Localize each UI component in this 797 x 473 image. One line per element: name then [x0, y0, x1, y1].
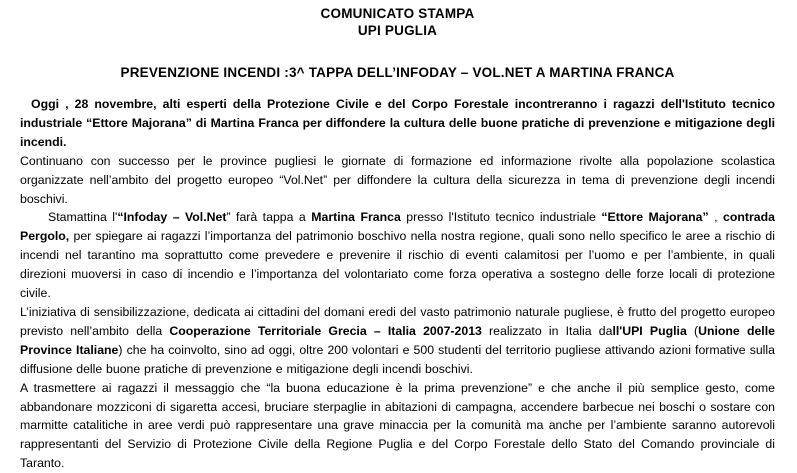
paragraph-continuano: Continuano con successo per le province pugliesi le giornate di formazione ed informazione rivolte alla popolazione scolastica organizzate nell’ambito del progetto europeo “Vol.Net” per diffondere la cultura della sicurezza in tema di prevenzione degli incendi boschivi.: [20, 153, 775, 206]
paragraph-trasmettere: A trasmettere ai ragazzi il messaggio che “la buona educazione è la prima prevenzione” e che anche il più semplice gesto, come abbandonare mozziconi di sigaretta accesi, bruciare sterpaglie in abitazioni di campagna, accendere barbecue nei boschi o sostare con marmitte catalitiche in aree verdi può rappresentare una grave minaccia per la comunità ma anche per l’ambiente saranno autorevoli rappresentanti del Servizio di Protezione Civile della Regione Puglia e del Corpo Forestale dello Stato del Comando provinciale di Taranto.: [20, 380, 775, 471]
document-header: [20, 5, 775, 39]
paragraph-stamattina: Stamattina l'“Infoday – Vol.Net” farà tappa a Martina Franca presso l'Istituto tecnico industriale “Ettore Majorana” , contrada Pergolo, per spiegare ai ragazzi l’importanza del patrimonio boschivo nella nostra regione, quali sono nello specifico le aree a rischio di incendi nel tarantino ma soprattutto come prevedere e prevenire il rischio di eventi calamitosi per l’uomo e per l’ambiente, in quali direzioni muoversi in caso di incendio e l’importanza del volontariato come forza operativa a sostegno delle forze locali di protezione civile.: [20, 210, 775, 301]
document-title-line2: UPI PUGLIA: [357, 23, 438, 38]
paragraph-iniziativa: L’iniziativa di sensibilizzazione, dedicata ai cittadini del domani eredi del vasto patrimonio naturale pugliese, è frutto del progetto europeo previsto nell’ambito della Cooperazione Territoriale Grecia – Italia 2007-2013 realizzato in Italia dall'UPI Puglia (Unione delle Province Italiane) che ha coinvolto, sino ad oggi, oltre 200 volontari e 500 studenti del territorio pugliese attivando azioni formative sulla diffusione delle buone pratiche di prevenzione e mitigazione degli incendi boschivi.: [20, 304, 775, 376]
headline: PREVENZIONE INCENDI :3^ TAPPA DELL’INFODAY – VOL.NET A MARTINA FRANCA: [120, 65, 675, 80]
paragraph-lead: Oggi , 28 novembre, alti esperti della Protezione Civile e del Corpo Forestale incontreranno i ragazzi dell'Istituto tecnico industriale “Ettore Majorana” di Martina Franca per diffondere la cultura delle buone pratiche di prevenzione e mitigazione degli incendi.: [20, 97, 775, 149]
document-title-line1: COMUNICATO STAMPA: [320, 6, 475, 21]
